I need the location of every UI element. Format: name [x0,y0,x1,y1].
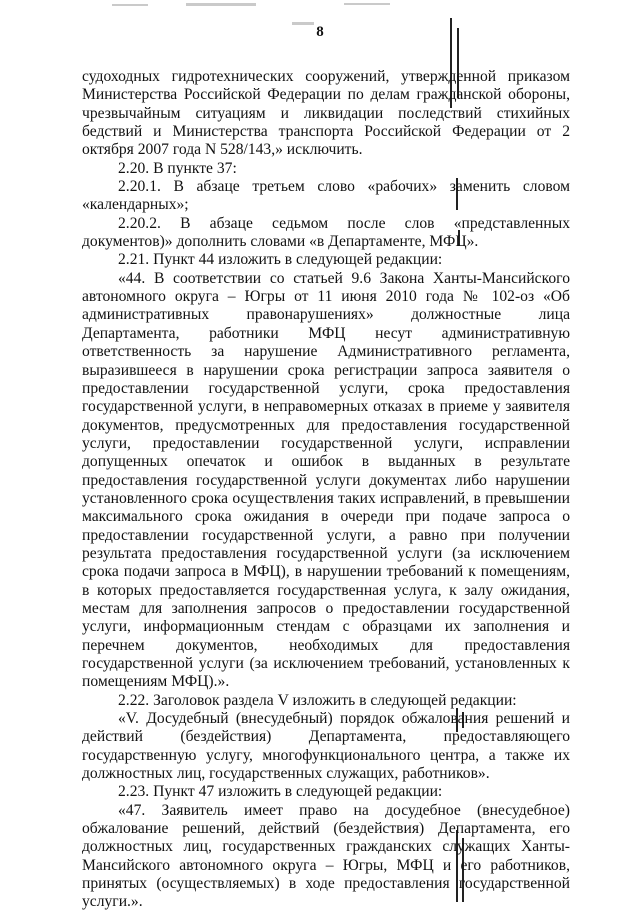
scan-smudge [186,3,256,6]
scan-smudge [112,4,148,6]
paragraph: 2.20.2. В абзаце седьмом после слов «представленных документов)» дополнить словами «в Департаменте, МФЦ». [82,214,570,251]
paragraph: 2.20. В пункте 37: [118,159,237,177]
paragraph: «V. Досудебный (внесудебный) порядок обжалования решений и действий (бездействия) Департамента, предоставляющего государственную услугу, многофункционального центра, а также их должностных лиц, государственных служащих, работников». [82,710,570,783]
paragraph: 2.20.1. В абзаце третьем слово «рабочих» заменить словом «календарных»; [82,178,570,214]
paragraph: «47. Заявитель имеет право на досудебное (внесудебное) обжалование решений, действий (бездействия) Департамента, его должностных лиц, государственных гражданских служащих Ханты-Мансийского автономного округа – Югры, МФЦ и его работников, принятых (осуществляемых) в ходе предоставления государственной услуги.». [82,801,570,911]
paragraph: 2.22. Заголовок раздела V изложить в следующей редакции: [118,691,517,709]
scan-smudge [344,3,390,5]
paragraph: 2.21. Пункт 44 изложить в следующей редакции: [118,251,443,269]
page-number: 8 [316,24,324,40]
paragraph: «44. В соответствии со статьей 9.6 Закона Ханты-Мансийского автономного округа – Югры от 11 июня 2010 года № 102-оз «Об административных правонарушениях» должностные лица Департамента, работники МФЦ несут административную ответственность за нарушение Административного регламента, выразившееся в нарушении срока регистрации запроса заявителя о предоставлении государственной услуги, срока предоставления государственной услуги, в неправомерных отказах в приеме у заявителя документов, предусмотренных для предоставления государственной услуги, предоставлении государственной услуги, исправлении допущенных опечаток и ошибок в выданных в результате предоставления государственной услуги документах либо нарушении установленного срока осуществления таких исправлений, в превышении максимального срока ожидания в очереди при подаче запроса о предоставлении государственной услуги, а равно при получении результата предоставления государственной услуги (за исключением срока подачи запроса в МФЦ), в нарушении требований к помещениям, в которых предоставляется государственная услуга, к залу ожидания, местам для заполнения запросов о предоставлении государственной услуги, информационным стендам с образцами их заполнения и перечнем документов, необходимых для предоставления государственной услуги (за исключением требований, установленных к помещениям МФЦ).». [82,269,570,691]
paragraph: судоходных гидротехнических сооружений, утвержденной приказом Министерства Российской Федерации по делам гражданской обороны, чрезвычайным ситуациям и ликвидации последствий стихийных бедствий и Министерства транспорта Российской Федерации от 2 октября 2007 года N 528/143,» исключить. [82,68,570,159]
paragraph: 2.23. Пункт 47 изложить в следующей редакции: [118,783,443,801]
document-body [82,68,570,912]
